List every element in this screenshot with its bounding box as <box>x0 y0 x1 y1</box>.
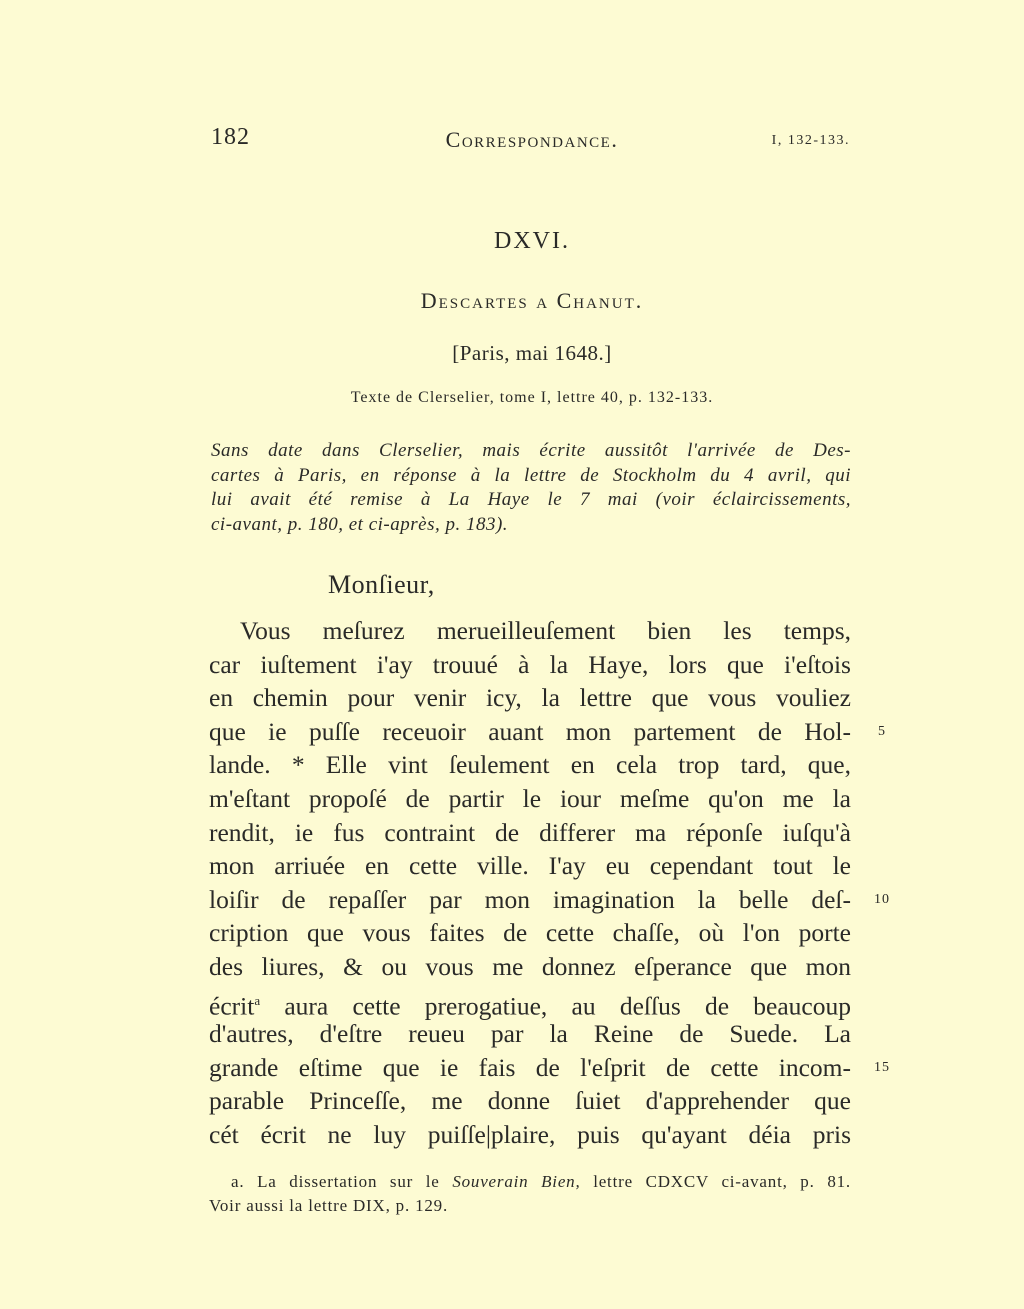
body-line: car iuſtement i'ay trouué à la Haye, lors que i'eſtois <box>209 649 851 679</box>
body-line: des liures, & ou vous me donnez eſperance que mon <box>209 951 851 981</box>
footnote-marker: a <box>254 992 261 1008</box>
footnote-label: a. <box>231 1172 245 1191</box>
footnote <box>209 1170 851 1217</box>
salutation: Monſieur, <box>328 570 435 599</box>
letter-body <box>209 614 851 1152</box>
letter-title: Descartes a Chanut. <box>420 288 644 313</box>
running-title: Correspondance. <box>445 127 619 152</box>
body-line-rest: aura cette prerogatiue, au deſſus de beaucoup <box>260 991 851 1021</box>
body-line: rendit, ie fus contraint de differer ma réponſe iuſqu'à <box>209 817 851 847</box>
page-number: 182 <box>211 124 250 150</box>
letter-date: [Paris, mai 1648.] <box>452 341 612 365</box>
footnote-line: Voir aussi la lettre DIX, p. 129. <box>209 1195 449 1215</box>
body-line-start: écrit <box>209 991 255 1021</box>
editorial-note-line: Sans date dans Clerselier, mais écrite aussitôt l'arrivée de Des- <box>211 440 851 461</box>
letter-number: DXVI. <box>494 228 570 254</box>
footnote-title: Souverain Bien, <box>452 1172 581 1191</box>
body-line: lande. * Elle vint ſeulement en cela trop tard, que, <box>209 750 851 780</box>
line-number: 5 <box>878 724 886 739</box>
footnote-text: lettre CDXCV ci-avant, p. 81. <box>593 1172 851 1191</box>
editorial-note <box>211 439 851 537</box>
footnote-line <box>209 1170 851 1194</box>
body-line: grande eſtime que ie fais de l'eſprit de cette incom- <box>209 1052 851 1082</box>
body-line: parable Princeſſe, me donne ſuiet d'apprehender que <box>209 1086 851 1116</box>
line-number: 10 <box>874 892 890 907</box>
page-reference: I, 132-133. <box>771 133 850 148</box>
body-line: d'autres, d'eſtre reueu par la Reine de Suede. La <box>209 1019 851 1049</box>
line-number: 15 <box>874 1060 890 1075</box>
editorial-note-line: ci-avant, p. 180, et ci-après, p. 183). <box>211 513 509 535</box>
body-line-with-footnote <box>209 984 851 1021</box>
body-line: cét écrit ne luy puiſſe|plaire, puis qu'ayant déia pris <box>209 1119 851 1149</box>
editorial-note-line: cartes à Paris, en réponse à la lettre de Stockholm du 4 avril, qui <box>211 464 851 486</box>
body-line: loiſir de repaſſer par mon imagination la belle deſ- <box>209 884 851 914</box>
body-line: en chemin pour venir icy, la lettre que vous vouliez <box>209 683 851 713</box>
footnote-text: La dissertation sur le <box>257 1172 440 1191</box>
body-line: que ie puſſe receuoir auant mon partement de Hol- <box>209 716 851 746</box>
source-note: Texte de Clerselier, tome I, lettre 40, p. 132-133. <box>350 389 714 406</box>
body-line: m'eſtant propoſé de partir le iour meſme qu'on me la <box>209 783 851 813</box>
body-line: mon arriuée en cette ville. I'ay eu cependant tout le <box>209 851 851 881</box>
body-line: cription que vous faites de cette chaſſe, où l'on porte <box>209 918 851 948</box>
body-line: Vous meſurez merueilleuſement bien les temps, <box>240 616 851 645</box>
editorial-note-line: lui avait été remise à La Haye le 7 mai (voir éclaircissements, <box>211 489 851 510</box>
